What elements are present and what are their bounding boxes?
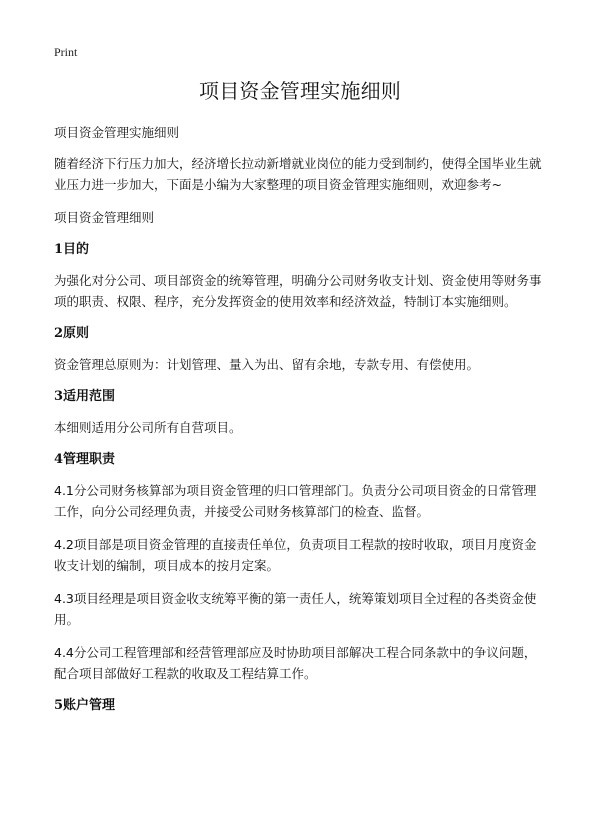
section-paragraph: 4.4分公司工程管理部和经营管理部应及时协助项目部解决工程合同条款中的争议问题，配合项目部做好工程款的收取及工程结算工作。 bbox=[54, 645, 537, 681]
print-label: Print bbox=[54, 45, 78, 59]
section-accounts bbox=[54, 696, 546, 716]
section-paragraph: 为强化对分公司、项目部资金的统筹管理，明确分公司财务收支计划、资金使用等财务事项的职责、权限、程序，充分发挥资金的使用效率和经济效益，特制订本实施细则。 bbox=[54, 273, 542, 309]
section-responsibilities bbox=[54, 450, 546, 684]
section-scope bbox=[54, 387, 546, 438]
rules-subheading: 项目资金管理细则 bbox=[54, 210, 155, 225]
section-heading: 4管理职责 bbox=[54, 452, 116, 467]
section-purpose bbox=[54, 240, 546, 312]
section-heading: 5账户管理 bbox=[54, 698, 116, 713]
section-heading: 1目的 bbox=[54, 242, 90, 257]
section-principles bbox=[54, 324, 546, 375]
section-paragraph: 4.1分公司财务核算部为项目资金管理的归口管理部门。负责分公司项目资金的日常管理工作，向分公司经理负责，并接受公司财务核算部门的检查、监督。 bbox=[54, 483, 537, 519]
section-heading: 2原则 bbox=[54, 326, 90, 341]
page-title: 项目资金管理实施细则 bbox=[199, 79, 401, 103]
document-subtitle: 项目资金管理实施细则 bbox=[54, 125, 180, 140]
section-paragraph: 本细则适用分公司所有自营项目。 bbox=[54, 420, 242, 435]
section-paragraph: 4.2项目部是项目资金管理的直接责任单位，负责项目工程款的按时收取，项目月度资金收支计划的编制，项目成本的按月定案。 bbox=[54, 537, 537, 573]
intro-paragraph: 随着经济下行压力加大，经济增长拉动新增就业岗位的能力受到制约，使得全国毕业生就业压力进一步加大，下面是小编为大家整理的项目资金管理实施细则，欢迎参考~ bbox=[54, 156, 542, 192]
section-heading: 3适用范围 bbox=[54, 389, 116, 404]
section-paragraph: 4.3项目经理是项目资金收支统筹平衡的第一责任人，统筹策划项目全过程的各类资金使用。 bbox=[54, 591, 537, 627]
section-paragraph: 资金管理总原则为：计划管理、量入为出、留有余地，专款专用、有偿使用。 bbox=[54, 357, 480, 372]
